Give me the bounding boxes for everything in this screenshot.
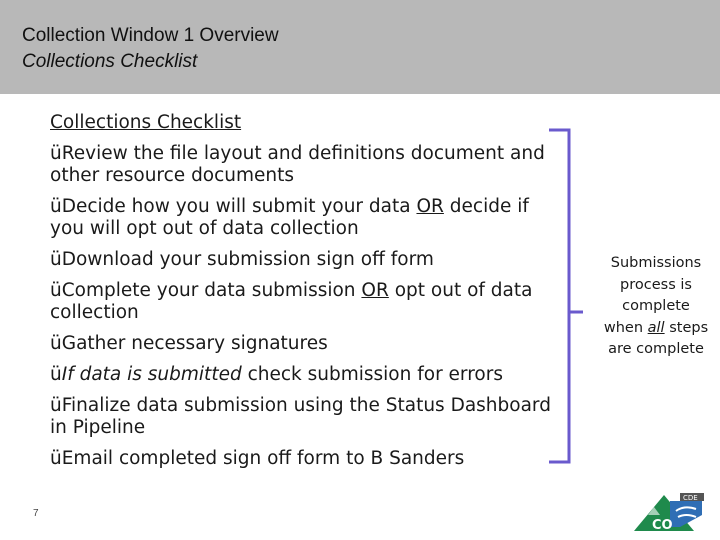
check-icon: ü	[50, 280, 62, 301]
cde-logo	[630, 487, 708, 533]
checklist-item	[50, 143, 555, 187]
slide-header	[0, 0, 720, 94]
checklist-item	[50, 364, 555, 386]
completion-note	[602, 253, 710, 361]
slide-subtitle: Collections Checklist	[22, 51, 198, 72]
item-emphasis: OR	[361, 280, 389, 301]
item-text: opt out of data collection	[50, 280, 533, 323]
checklist-item	[50, 395, 555, 439]
item-text: Email completed sign off form to B Sanders	[61, 448, 465, 469]
item-text: decide if you will opt out of data collection	[50, 196, 529, 239]
item-text: Gather necessary signatures	[61, 333, 328, 354]
page-number: 7	[33, 508, 39, 519]
check-icon: ü	[50, 196, 62, 217]
note-text: steps are complete	[608, 319, 709, 357]
item-text: Complete your data submission	[61, 280, 362, 301]
item-text: check submission for errors	[241, 364, 503, 385]
check-icon: ü	[50, 333, 62, 354]
item-text: Download your submission sign off form	[61, 249, 434, 270]
checklist-item	[50, 448, 555, 470]
check-icon: ü	[50, 143, 62, 164]
right-bracket	[545, 122, 585, 470]
item-emphasis: OR	[416, 196, 444, 217]
item-text: Finalize data submission using the Status Dashboard in Pipeline	[50, 395, 551, 438]
checklist-item	[50, 280, 555, 324]
collections-checklist	[50, 112, 555, 479]
check-icon: ü	[50, 249, 62, 270]
note-emphasis: all	[647, 319, 665, 336]
item-emphasis: If data is submitted	[61, 364, 242, 385]
check-icon: ü	[50, 448, 62, 469]
checklist-item	[50, 333, 555, 355]
note-text: Submissions process is complete when	[603, 255, 702, 336]
checklist-item	[50, 249, 555, 271]
check-icon: ü	[50, 364, 62, 385]
logo-tag: CDE	[683, 494, 698, 502]
item-text: Review the file layout and definitions document and other resource documents	[50, 143, 545, 186]
item-text: Decide how you will submit your data	[61, 196, 417, 217]
slide-title: Collection Window 1 Overview	[22, 25, 279, 46]
checklist-heading: Collections Checklist	[50, 112, 242, 133]
check-icon: ü	[50, 395, 62, 416]
logo-text: CO	[652, 518, 673, 533]
checklist-item	[50, 196, 555, 240]
